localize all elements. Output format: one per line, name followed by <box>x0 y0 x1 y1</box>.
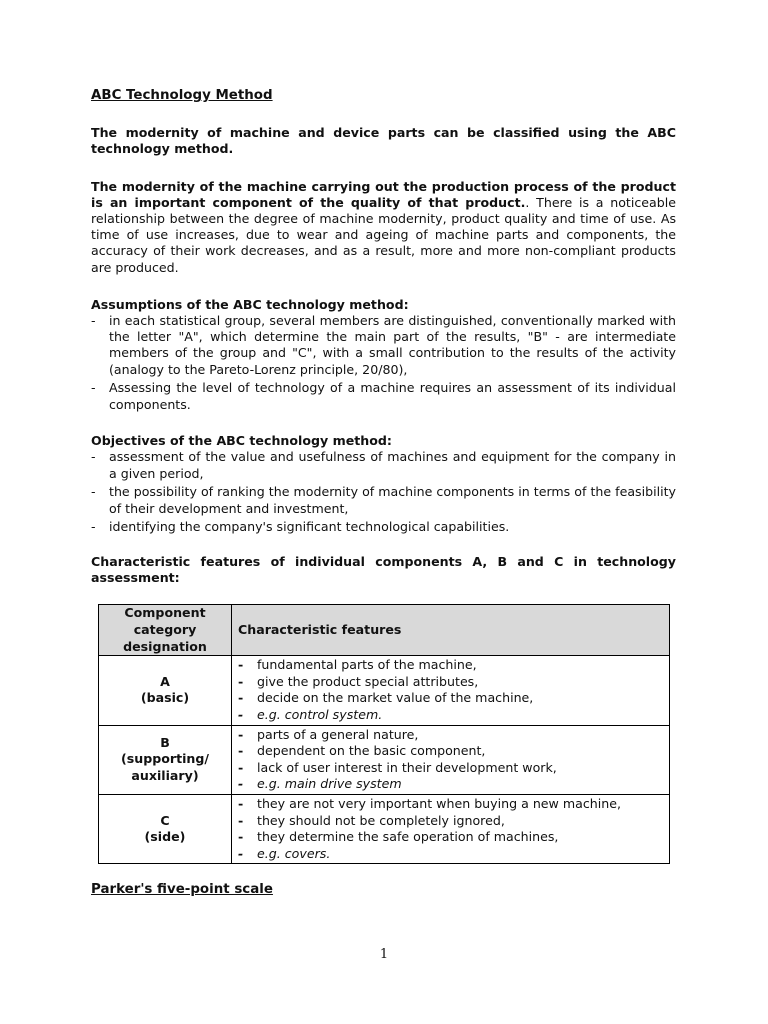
list-item: - assessment of the value and usefulness of machines and equipment for the company in a given period, <box>91 449 676 481</box>
category-cell <box>99 656 232 725</box>
table-header-row <box>99 605 670 656</box>
assumptions-heading: Assumptions of the ABC technology method: <box>91 296 409 312</box>
list-item: - identifying the company's significant technological capabilities. <box>91 519 676 535</box>
modernity-paragraph-lead: The modernity of the machine carrying out the production process of the product is an important component of the quality of that product. <box>91 178 676 210</box>
feature-item: - parts of a general nature, <box>238 727 663 744</box>
category-letter: B <box>160 734 170 750</box>
category-cell <box>99 794 232 863</box>
feature-example: - e.g. covers. <box>238 846 663 863</box>
section-title: ABC Technology Method <box>91 88 273 103</box>
category-letter: C <box>160 812 170 828</box>
header-category: Component category designation <box>99 605 232 656</box>
feature-item: - give the product special attributes, <box>238 674 663 691</box>
feature-item: - they should not be completely ignored, <box>238 813 663 830</box>
objectives-heading: Objectives of the ABC technology method: <box>91 433 392 449</box>
list-item: - Assessing the level of technology of a machine requires an assessment of its individual components. <box>91 380 676 412</box>
features-cell <box>232 794 670 863</box>
category-cell <box>99 725 232 794</box>
category-letter: A <box>160 673 170 689</box>
feature-example: - e.g. main drive system <box>238 776 663 793</box>
intro-paragraph: The modernity of machine and device parts can be classified using the ABC technology method. <box>91 125 676 157</box>
features-heading: Characteristic features of individual components A, B and C in technology assessment: <box>91 553 676 586</box>
page-content <box>91 88 676 898</box>
feature-item: - they are not very important when buying a new machine, <box>238 796 663 813</box>
modernity-paragraph <box>91 179 676 276</box>
category-label: (supporting/ auxiliary) <box>120 751 210 784</box>
list-item: - in each statistical group, several members are distinguished, conventionally marked with the letter "A", which determine the main part of the results, "B" - are intermediate members of the group and "C", with a small contribution to the results of the activity (analogy to the Pareto-Lorenz principle, 20/80), <box>91 313 676 378</box>
table-row <box>99 656 670 725</box>
feature-item: - they determine the safe operation of machines, <box>238 829 663 846</box>
objectives-list <box>91 449 676 535</box>
table-row <box>99 794 670 863</box>
assumptions-list <box>91 313 676 413</box>
features-list <box>238 657 663 723</box>
features-table-wrapper <box>98 604 670 864</box>
feature-item: - dependent on the basic component, <box>238 743 663 760</box>
parker-scale-title: Parker's five-point scale <box>91 882 273 898</box>
feature-example: - e.g. control system. <box>238 707 663 724</box>
features-cell <box>232 725 670 794</box>
feature-item: - decide on the market value of the machine, <box>238 690 663 707</box>
features-list <box>238 727 663 793</box>
list-item: - the possibility of ranking the modernity of machine components in terms of the feasibility of their development and investment, <box>91 484 676 516</box>
feature-item: - fundamental parts of the machine, <box>238 657 663 674</box>
feature-item: - lack of user interest in their development work, <box>238 760 663 777</box>
category-label: (side) <box>144 829 186 845</box>
page-number: 1 <box>379 947 389 962</box>
modernity-paragraph-body: . There is a noticeable relationship between the degree of machine modernity, product quality and time of use. As time of use increases, due to wear and ageing of machine parts and components, the accuracy of their work decreases, and as a result, more and more non-compliant products are produced. <box>91 194 676 275</box>
header-features: Characteristic features <box>232 605 670 656</box>
features-table <box>98 604 670 864</box>
category-label: (basic) <box>140 690 190 706</box>
features-list <box>238 796 663 862</box>
table-row <box>99 725 670 794</box>
features-cell <box>232 656 670 725</box>
